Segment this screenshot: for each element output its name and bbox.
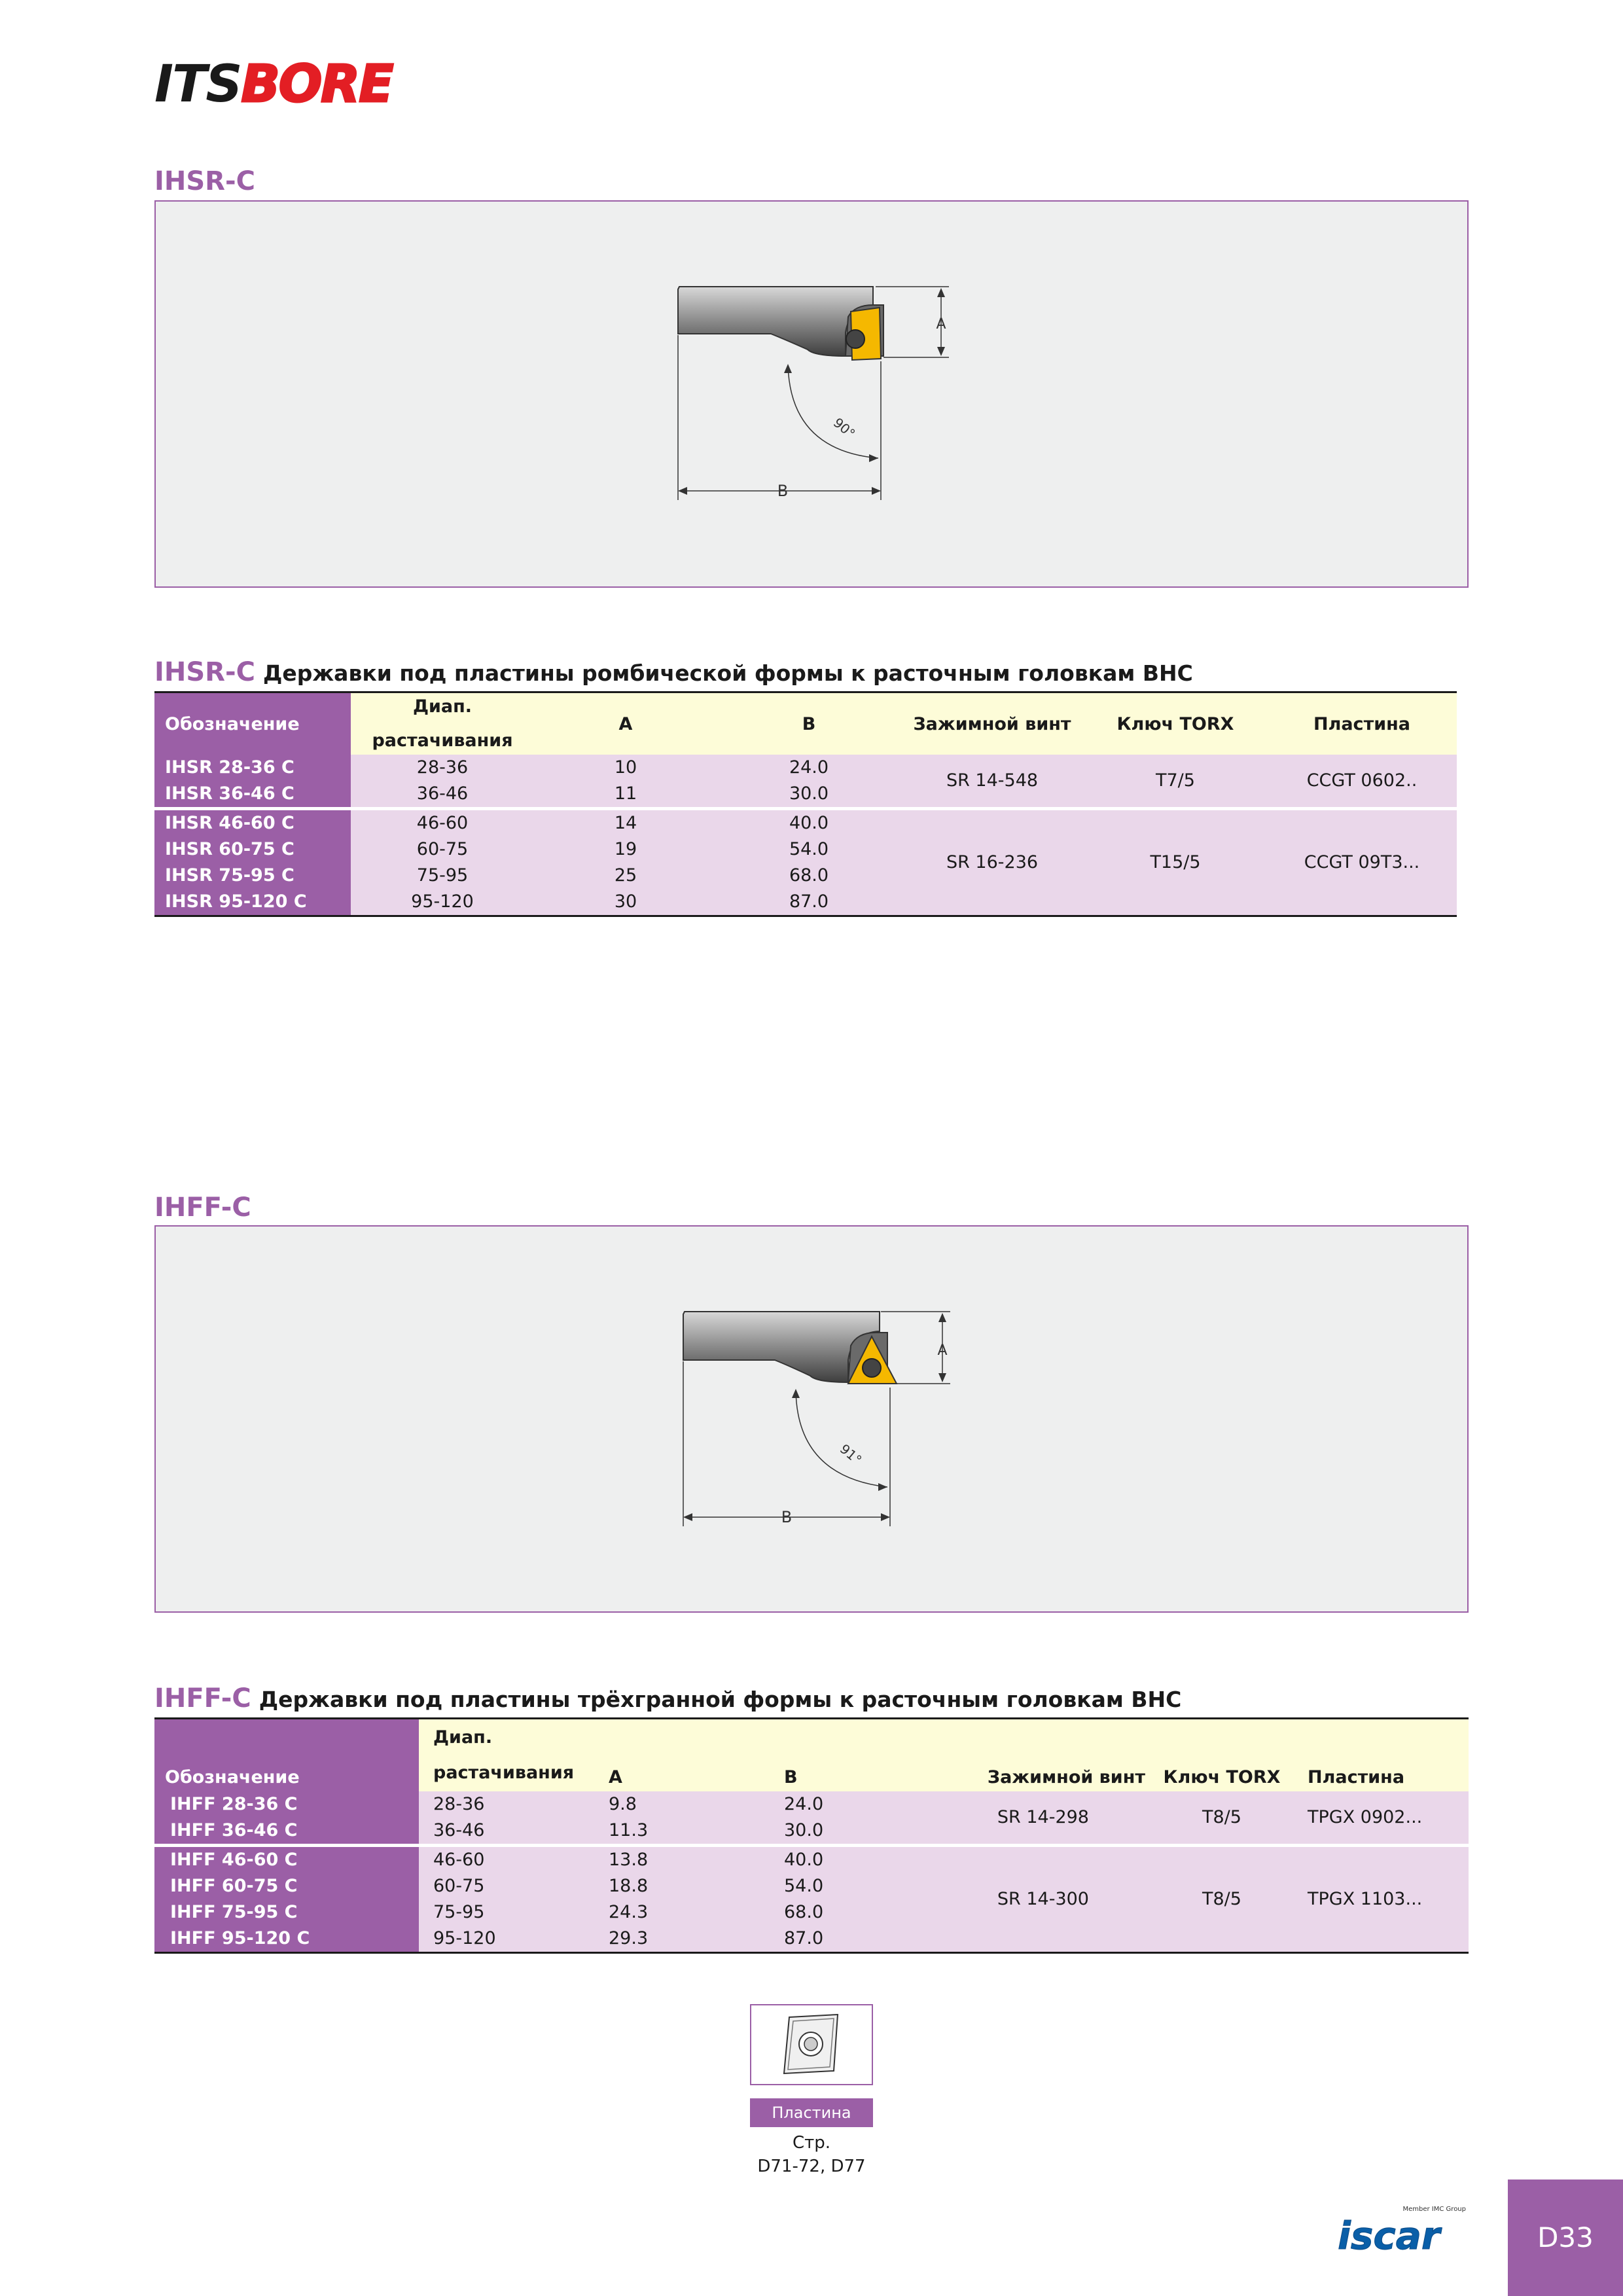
- cell-b: 30.0: [770, 1818, 945, 1846]
- dim-a-label: A: [936, 316, 946, 332]
- iscar-logo: [1335, 2200, 1472, 2255]
- cell-designation: IHSR 36-46 C: [154, 781, 351, 809]
- cell-b: 87.0: [717, 889, 901, 916]
- cell-range: 28-36: [419, 1791, 594, 1818]
- cell-range: 36-46: [419, 1818, 594, 1846]
- cell-key: T8/5: [1148, 1846, 1296, 1953]
- cell-range: 60-75: [419, 1873, 594, 1899]
- col-insert: Пластина: [1296, 1719, 1469, 1791]
- table-title: Державки под пластины трёхгранной формы к расточным головкам BHC: [259, 1687, 1182, 1712]
- section-title-ihsr: IHSR-C: [154, 166, 255, 196]
- cell-designation: IHFF 46-60 C: [154, 1846, 419, 1874]
- ihff-tool-drawing: [156, 1227, 1467, 1611]
- cell-range: 46-60: [351, 809, 534, 837]
- cell-insert: CCGT 09T3...: [1267, 809, 1457, 916]
- col-range-line1: Диап.: [412, 696, 473, 717]
- iscar-tagline: Member IMC Group: [1402, 2206, 1466, 2213]
- table-heading-ihsr: [154, 657, 1193, 687]
- col-b: B: [770, 1719, 945, 1791]
- cell-a: 14: [534, 809, 717, 837]
- cell-a: 13.8: [594, 1846, 770, 1874]
- angle-label: 90°: [830, 414, 859, 442]
- table-code: IHSR-C: [154, 657, 255, 687]
- cell-screw: SR 14-548: [901, 755, 1084, 809]
- cell-b: 24.0: [770, 1791, 945, 1818]
- cell-a: 29.3: [594, 1926, 770, 1953]
- ihsr-spec-table: [154, 693, 1457, 917]
- iscar-wordmark: iscar: [1338, 2214, 1440, 2255]
- angle-label: 91°: [836, 1441, 865, 1468]
- cell-designation: IHFF 75-95 C: [154, 1899, 419, 1926]
- table-header-row: [154, 693, 1457, 755]
- cell-designation: IHFF 28-36 C: [154, 1791, 419, 1818]
- cell-b: 40.0: [770, 1846, 945, 1874]
- section-title-ihff: IHFF-C: [154, 1193, 251, 1223]
- col-designation: Обозначение: [154, 1719, 419, 1791]
- cell-designation: IHSR 46-60 C: [154, 809, 351, 837]
- cell-a: 25: [534, 863, 717, 889]
- insert-label: Пластина: [750, 2098, 873, 2127]
- cell-a: 10: [534, 755, 717, 781]
- cell-range: 95-120: [351, 889, 534, 916]
- table-title: Державки под пластины ромбической формы к расточным головкам BHC: [262, 660, 1193, 686]
- col-a: A: [594, 1719, 770, 1791]
- cell-b: 30.0: [717, 781, 901, 809]
- cell-range: 28-36: [351, 755, 534, 781]
- cell-b: 40.0: [717, 809, 901, 837]
- cell-a: 18.8: [594, 1873, 770, 1899]
- insert-page-reference: [720, 2131, 903, 2178]
- col-range: [419, 1719, 594, 1791]
- cell-designation: IHSR 28-36 C: [154, 755, 351, 781]
- drawing-box-ihsr: [154, 200, 1469, 588]
- col-b: B: [717, 693, 901, 755]
- cell-designation: IHFF 36-46 C: [154, 1818, 419, 1846]
- table-row: [154, 809, 1457, 837]
- cell-range: 46-60: [419, 1846, 594, 1874]
- logo-its-text: ITS: [154, 55, 241, 114]
- insert-ref-prefix: Стр.: [792, 2133, 831, 2153]
- col-key: Ключ TORX: [1084, 693, 1267, 755]
- col-screw: Зажимной винт: [945, 1719, 1148, 1791]
- itsbore-logo: [154, 55, 393, 114]
- col-key: Ключ TORX: [1148, 1719, 1296, 1791]
- cell-a: 30: [534, 889, 717, 916]
- table-row: [154, 1791, 1469, 1818]
- cell-insert: CCGT 0602..: [1267, 755, 1457, 809]
- col-a: A: [534, 693, 717, 755]
- insert-ref-pages: D71-72, D77: [757, 2157, 866, 2176]
- cell-a: 19: [534, 836, 717, 863]
- dim-a-label: A: [937, 1342, 948, 1359]
- cell-designation: IHSR 60-75 C: [154, 836, 351, 863]
- table-heading-ihff: [154, 1683, 1181, 1713]
- cell-range: 75-95: [419, 1899, 594, 1926]
- cell-screw: SR 14-300: [945, 1846, 1148, 1953]
- cell-a: 24.3: [594, 1899, 770, 1926]
- cell-key: T15/5: [1084, 809, 1267, 916]
- col-range-line2: растачивания: [433, 1763, 575, 1783]
- col-insert: Пластина: [1267, 693, 1457, 755]
- insert-thumbnail[interactable]: [750, 2004, 873, 2085]
- cell-screw: SR 16-236: [901, 809, 1084, 916]
- cell-b: 87.0: [770, 1926, 945, 1953]
- dim-b-label: B: [777, 482, 789, 500]
- cell-range: 60-75: [351, 836, 534, 863]
- table-row: [154, 755, 1457, 781]
- col-screw: Зажимной винт: [901, 693, 1084, 755]
- cell-designation: IHFF 95-120 C: [154, 1926, 419, 1953]
- cell-designation: IHFF 60-75 C: [154, 1873, 419, 1899]
- cell-b: 68.0: [717, 863, 901, 889]
- cell-insert: TPGX 0902...: [1296, 1791, 1469, 1846]
- cell-range: 75-95: [351, 863, 534, 889]
- logo-bore-text: BORE: [241, 55, 393, 114]
- table-row: [154, 1846, 1469, 1874]
- cell-b: 54.0: [717, 836, 901, 863]
- cell-range: 95-120: [419, 1926, 594, 1953]
- cell-key: T8/5: [1148, 1791, 1296, 1846]
- dim-b-label: B: [781, 1508, 793, 1526]
- ihff-spec-table: [154, 1719, 1469, 1954]
- cell-range: 36-46: [351, 781, 534, 809]
- page-number-tab: D33: [1508, 2179, 1623, 2296]
- cell-a: 11.3: [594, 1818, 770, 1846]
- cell-designation: IHSR 95-120 C: [154, 889, 351, 916]
- insert-rhombic-icon: [751, 2005, 872, 2084]
- cell-b: 68.0: [770, 1899, 945, 1926]
- col-range-line1: Диап.: [433, 1727, 493, 1748]
- cell-designation: IHSR 75-95 C: [154, 863, 351, 889]
- cell-a: 9.8: [594, 1791, 770, 1818]
- table-code: IHFF-C: [154, 1683, 251, 1713]
- table-header-row: [154, 1719, 1469, 1791]
- col-range: [351, 693, 534, 755]
- col-designation: Обозначение: [154, 693, 351, 755]
- cell-b: 54.0: [770, 1873, 945, 1899]
- cell-a: 11: [534, 781, 717, 809]
- cell-insert: TPGX 1103...: [1296, 1846, 1469, 1953]
- col-range-line2: растачивания: [372, 730, 513, 751]
- cell-key: T7/5: [1084, 755, 1267, 809]
- cell-screw: SR 14-298: [945, 1791, 1148, 1846]
- drawing-box-ihff: [154, 1225, 1469, 1613]
- cell-b: 24.0: [717, 755, 901, 781]
- ihsr-tool-drawing: [156, 202, 1467, 586]
